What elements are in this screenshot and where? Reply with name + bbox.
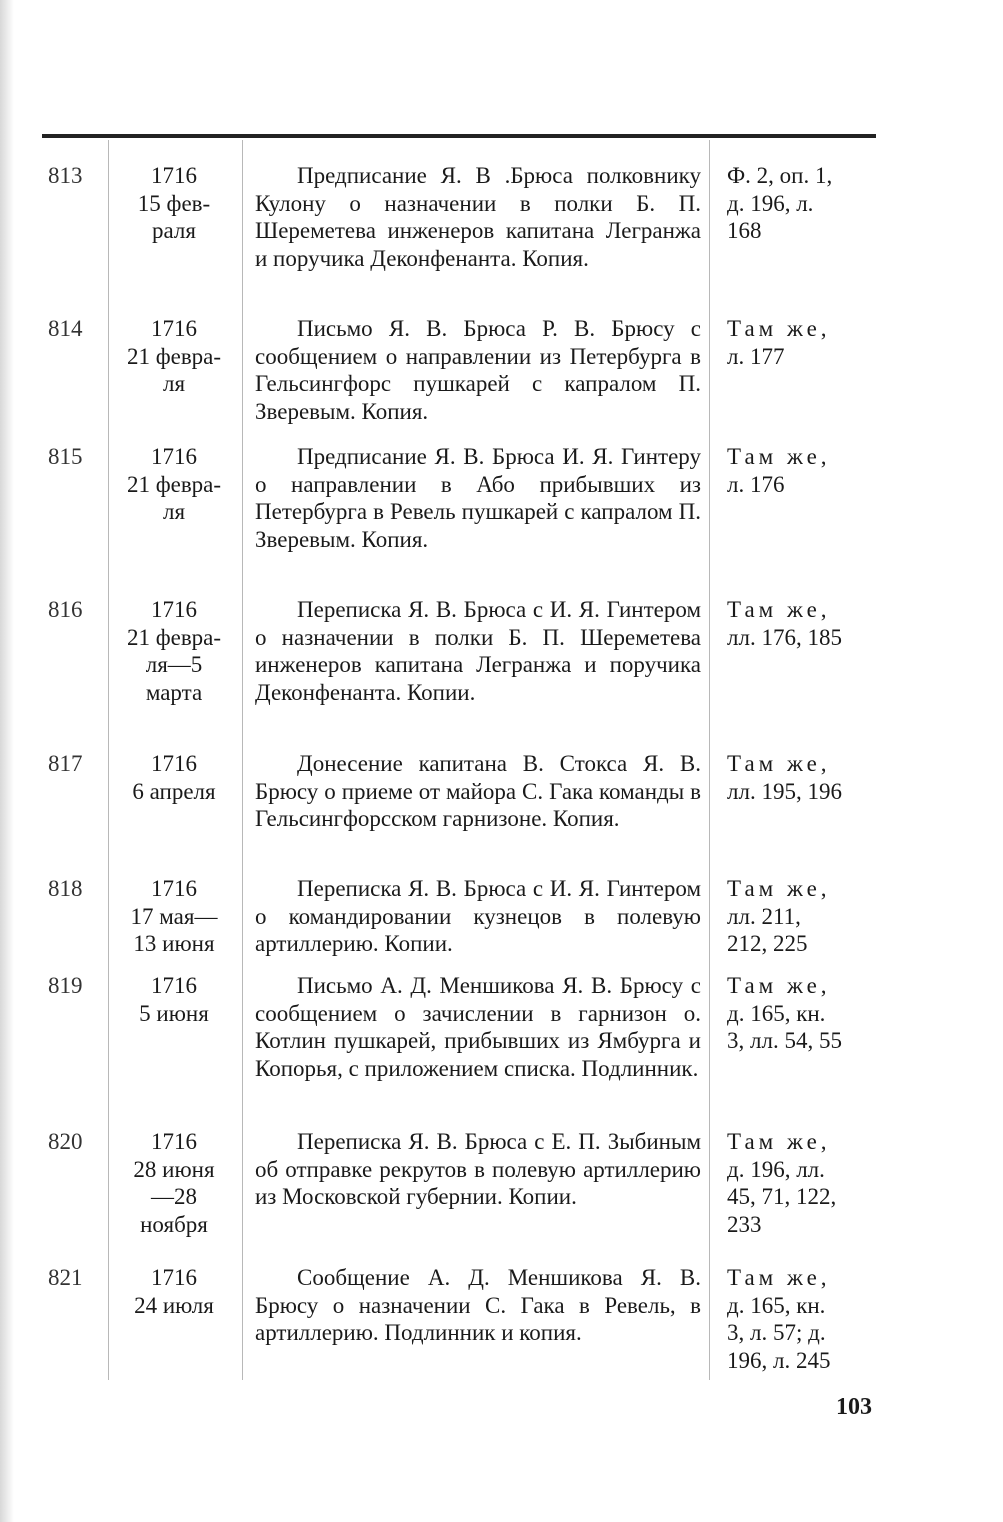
entry-number: 819 (48, 973, 83, 998)
reference-line: Там же, (727, 444, 831, 469)
date-line: ля—5 (145, 652, 203, 677)
entry-description: Письмо Я. В. Брюса Р. В. Брюсу с сообщением о направлении из Петербурга в Гельсингфорс пушкарей с капралом П. Зверевым. Копия. (255, 316, 701, 424)
entry-number: 820 (48, 1129, 83, 1154)
entry-date (110, 596, 238, 706)
date-line: —28 (151, 1184, 197, 1209)
reference-line: Там же, (727, 751, 831, 776)
reference-line: д. 165, кн. (727, 1000, 826, 1026)
date-line: 5 июня (139, 1000, 209, 1026)
entry-description: Переписка Я. В. Брюса с И. Я. Гинтером о назначении в полки Б. П. Шереметева инженеров капитана Легранжа и поручика Деконфенанта. Копии. (255, 597, 701, 705)
column-divider-number (108, 140, 109, 1380)
entry-description: Предписание Я. В .Брюса полковнику Кулону о назначении в полки Б. П. Шереметева инженеров капитана Легранжа и поручика Деконфенанта. Копия. (255, 163, 701, 271)
scan-edge-shadow (0, 0, 14, 1522)
entry-number: 813 (48, 163, 83, 188)
entry-description: Переписка Я. В. Брюса с И. Я. Гинтером о командировании кузнецов в полевую артиллерию. Копии. (255, 876, 701, 956)
date-line: 21 февра- (126, 624, 222, 650)
entry-reference (727, 162, 887, 245)
date-line: 1716 (151, 444, 197, 469)
date-line: 1716 (151, 1129, 197, 1154)
entry-reference (727, 443, 887, 498)
date-line: 21 февра- (126, 471, 222, 497)
date-line: марта (145, 679, 203, 705)
reference-line: лл. 195, 196 (727, 778, 842, 804)
column-divider-date (242, 140, 243, 1380)
entry-reference (727, 315, 887, 370)
reference-line: Там же, (727, 1129, 831, 1154)
reference-line: д. 196, л. (727, 190, 814, 216)
reference-line: 45, 71, 122, (727, 1184, 837, 1209)
reference-line: д. 165, кн. (727, 1292, 826, 1318)
entry-number: 814 (48, 316, 83, 341)
reference-line: 3, лл. 54, 55 (727, 1028, 842, 1053)
reference-line: Там же, (727, 597, 831, 622)
entry-reference (727, 1264, 887, 1374)
date-line: 1716 (151, 597, 197, 622)
reference-line: Ф. 2, оп. 1, (727, 163, 833, 188)
reference-line: 168 (727, 218, 762, 243)
date-line: 1716 (151, 163, 197, 188)
entry-number: 817 (48, 751, 83, 776)
entry-reference (727, 972, 887, 1055)
reference-line: лл. 211, (727, 903, 801, 929)
date-line: ноября (140, 1211, 208, 1237)
reference-line: д. 196, лл. (727, 1156, 825, 1182)
entry-date (110, 1128, 238, 1238)
entry-reference (727, 1128, 887, 1238)
reference-line: л. 177 (727, 343, 785, 369)
date-line: 13 июня (133, 931, 215, 956)
entry-reference (727, 750, 887, 805)
column-divider-description (709, 140, 710, 1380)
entry-reference (727, 875, 887, 958)
entry-date (110, 875, 238, 958)
reference-line: лл. 176, 185 (727, 624, 842, 650)
date-line: 1716 (151, 751, 197, 776)
entry-reference (727, 596, 887, 651)
entry-number: 821 (48, 1265, 83, 1290)
date-line: 15 фев- (137, 190, 211, 216)
entry-date (110, 750, 238, 805)
reference-line: Там же, (727, 316, 831, 341)
reference-line: 3, л. 57; д. (727, 1320, 826, 1345)
reference-line: 212, 225 (727, 931, 808, 956)
date-line: 6 апреля (132, 778, 216, 804)
entry-date (110, 1264, 238, 1319)
page-number: 103 (836, 1394, 872, 1420)
table-top-rule (42, 134, 876, 138)
entry-description: Переписка Я. В. Брюса с Е. П. Зыбиным об отправке рекрутов в полевую артиллерию из Московской губернии. Копии. (255, 1129, 701, 1209)
entry-number: 816 (48, 597, 83, 622)
date-line: 1716 (151, 1265, 197, 1290)
entry-number: 818 (48, 876, 83, 901)
date-line: 1716 (151, 876, 197, 901)
entry-date (110, 162, 238, 245)
entry-date (110, 443, 238, 526)
entry-description: Сообщение А. Д. Меншикова Я. В. Брюсу о назначении С. Гака в Ревель, в артиллерию. Подлинник и копия. (255, 1265, 701, 1345)
reference-line: Там же, (727, 973, 831, 998)
date-line: 21 февра- (126, 343, 222, 369)
entry-number: 815 (48, 444, 83, 469)
date-line: 1716 (151, 973, 197, 998)
date-line: 28 июня (133, 1156, 215, 1182)
date-line: раля (152, 218, 196, 243)
date-line: 24 июля (134, 1292, 214, 1318)
reference-line: Там же, (727, 1265, 831, 1290)
date-line: ля (162, 371, 186, 396)
entry-description: Письмо А. Д. Меншикова Я. В. Брюсу с сообщением о зачислении в гарнизон о. Котлин пушкарей, прибывших из Ямбурга и Копорья, с приложением списка. Подлинник. (255, 973, 701, 1081)
reference-line: 233 (727, 1211, 762, 1237)
date-line: 1716 (151, 316, 197, 341)
entry-description: Предписание Я. В. Брюса И. Я. Гинтеру о направлении в Або прибывших из Петербурга в Ревель пушкарей с капралом П. Зверевым. Копия. (255, 444, 701, 552)
reference-line: Там же, (727, 876, 831, 901)
reference-line: л. 176 (727, 471, 785, 497)
entry-date (110, 972, 238, 1027)
entry-date (110, 315, 238, 398)
reference-line: 196, л. 245 (727, 1347, 831, 1373)
date-line: 17 мая— (130, 903, 218, 929)
entry-description: Донесение капитана В. Стокса Я. В. Брюсу о приеме от майора С. Гака команды в Гельсингфорсском гарнизоне. Копия. (255, 751, 701, 831)
date-line: ля (162, 499, 186, 524)
